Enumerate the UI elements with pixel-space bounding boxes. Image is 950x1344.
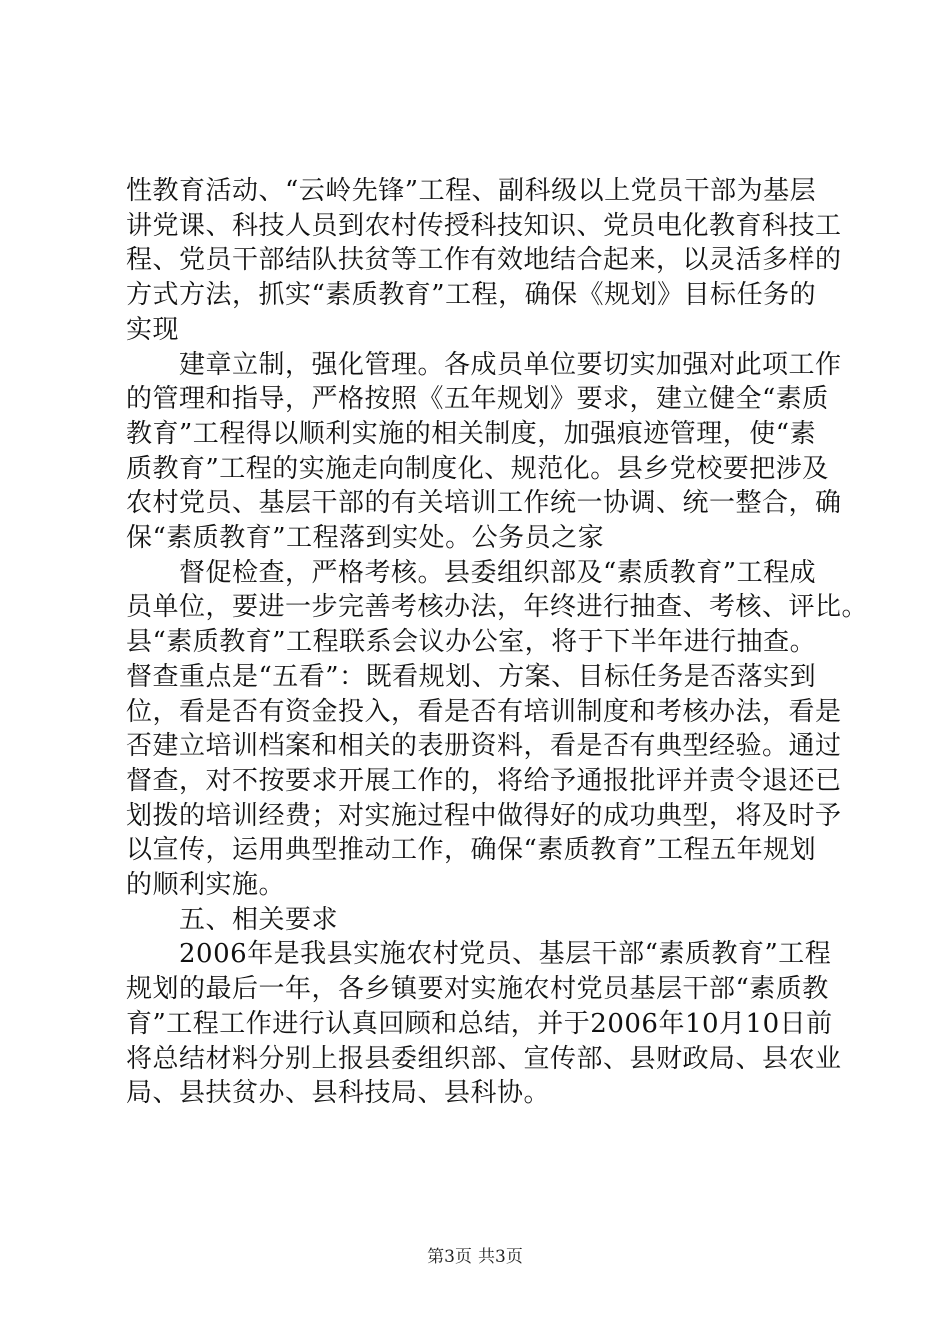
section-heading: 五、相关要求 — [126, 904, 339, 935]
text-line: 督促检查，严格考核。县委组织部及“素质教育”工程成 — [126, 557, 817, 588]
text-line: 农村党员、基层干部的有关培训工作统一协调、统一整合，确 — [126, 488, 842, 519]
text-line: 建章立制，强化管理。各成员单位要切实加强对此项工作 — [126, 349, 842, 380]
text-line: 以宣传，运用典型推动工作，确保“素质教育”工程五年规划 — [126, 835, 817, 866]
text-line: 育”工程工作进行认真回顾和总结，并于2006年10月10日前 — [126, 1008, 833, 1039]
text-line: 督查重点是“五看”：既看规划、方案、目标任务是否落实到 — [126, 661, 817, 692]
text-line: 方式方法，抓实“素质教育”工程，确保《规划》目标任务的 — [126, 280, 817, 311]
text-line: 程、党员干部结队扶贫等工作有效地结合起来，以灵活多样的 — [126, 245, 842, 276]
text-line: 县“素质教育”工程联系会议办公室，将于下半年进行抽查。 — [126, 627, 817, 658]
text-line: 督查，对不按要求开展工作的，将给予通报批评并责令退还已 — [126, 765, 842, 796]
text-line: 保“素质教育”工程落到实处。公务员之家 — [126, 523, 605, 554]
text-line: 局、县扶贫办、县科技局、县科协。 — [126, 1078, 551, 1109]
text-line: 性教育活动、“云岭先锋”工程、副科级以上党员干部为基层 — [126, 176, 817, 206]
document-body — [126, 174, 869, 1111]
text-line: 规划的最后一年，各乡镇要对实施农村党员基层干部“素质教 — [126, 974, 829, 1005]
page-footer — [0, 1247, 950, 1267]
text-line: 否建立培训档案和相关的表册资料，看是否有典型经验。通过 — [126, 731, 842, 762]
page-number: 第3页 — [427, 1247, 472, 1267]
text-line: 员单位，要进一步完善考核办法，年终进行抽查、考核、评比。 — [126, 592, 869, 623]
text-line: 教育”工程得以顺利实施的相关制度，加强痕迹管理，使“素 — [126, 418, 817, 449]
text-line: 2006年是我县实施农村党员、基层干部“素质教育”工程 — [126, 939, 832, 970]
text-line: 划拨的培训经费；对实施过程中做得好的成功典型，将及时予 — [126, 800, 842, 831]
text-line: 将总结材料分别上报县委组织部、宣传部、县财政局、县农业 — [126, 1043, 842, 1074]
text-line: 质教育”工程的实施走向制度化、规范化。县乡党校要把涉及 — [126, 453, 829, 484]
text-line: 位，看是否有资金投入，看是否有培训制度和考核办法，看是 — [126, 696, 842, 727]
text-line: 的顺利实施。 — [126, 870, 286, 901]
text-line: 讲党课、科技人员到农村传授科技知识、党员电化教育科技工 — [126, 210, 842, 241]
page-total: 共3页 — [478, 1247, 523, 1267]
text-line: 的管理和指导，严格按照《五年规划》要求，建立健全“素质 — [126, 384, 829, 415]
text-line: 实现 — [126, 314, 180, 345]
